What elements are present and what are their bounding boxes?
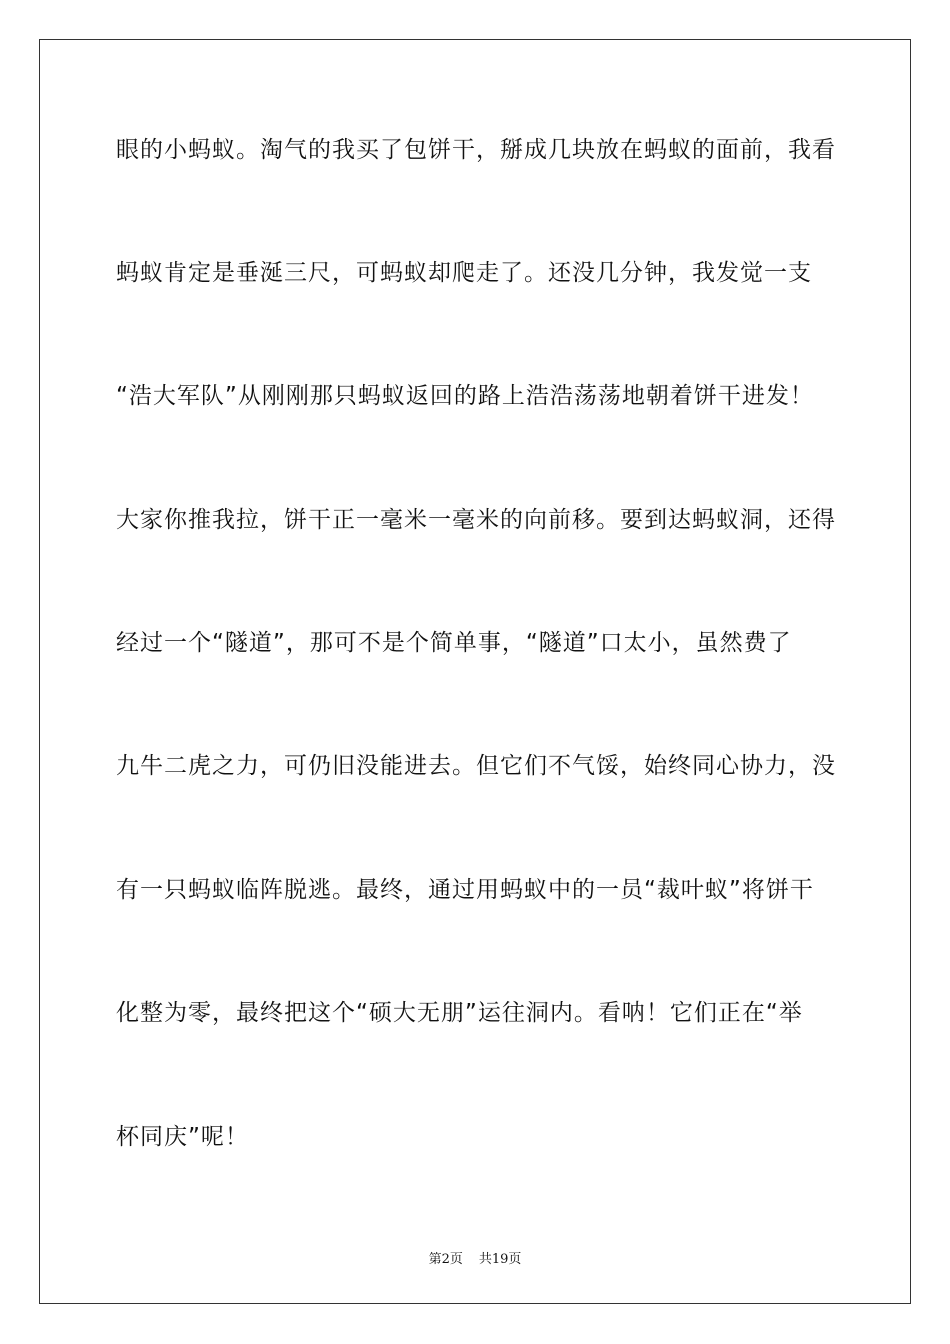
text-line: “浩大军队”从刚刚那只蚂蚁返回的路上浩浩荡荡地朝着饼干进发！	[116, 383, 814, 409]
text-line: 蚂蚁肯定是垂涎三尺，可蚂蚁却爬走了。还没几分钟，我发觉一支	[116, 260, 812, 286]
text-line: 杯同庆”呢！	[116, 1124, 249, 1150]
text-line: 化整为零，最终把这个“硕大无朋”运往洞内。看呐！它们正在“举	[116, 1000, 803, 1026]
text-line: 九牛二虎之力，可仍旧没能进去。但它们不气馁，始终同心协力，没	[116, 753, 836, 779]
text-line: 有一只蚂蚁临阵脱逃。最终，通过用蚂蚁中的一员“裁叶蚁”将饼干	[116, 877, 814, 903]
page-total: 共19页	[478, 1252, 522, 1267]
page-border	[39, 39, 911, 1304]
page-number: 第2页	[428, 1252, 463, 1267]
text-line: 经过一个“隧道”，那可不是个简单事，“隧道”口太小，虽然费了	[116, 630, 792, 656]
page-footer	[0, 1248, 950, 1267]
text-line: 大家你推我拉，饼干正一毫米一毫米的向前移。要到达蚂蚁洞，还得	[116, 507, 836, 533]
text-line: 眼的小蚂蚁。淘气的我买了包饼干，掰成几块放在蚂蚁的面前，我看	[116, 137, 836, 163]
